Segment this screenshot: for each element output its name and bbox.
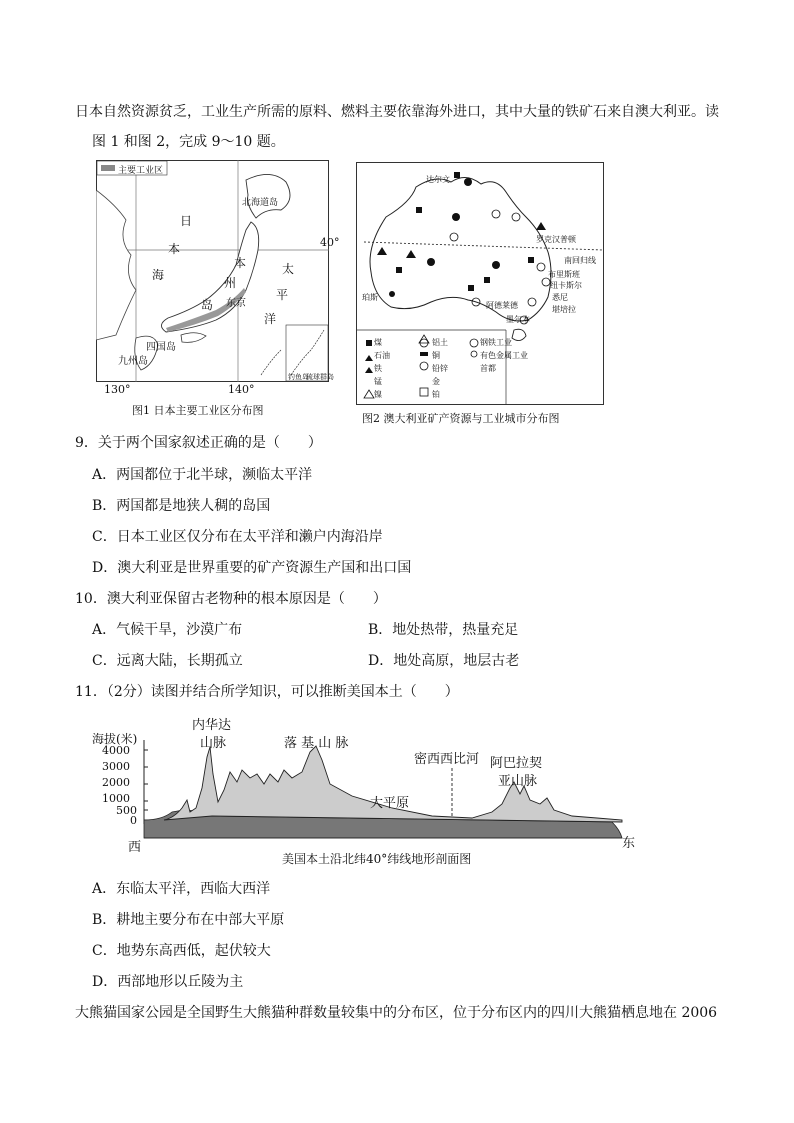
legend-iron: 铁 — [374, 364, 382, 373]
label-honshu-1: 本 — [234, 256, 247, 270]
q11-option-d[interactable]: D．西部地形以丘陵为主 — [92, 974, 244, 990]
legend-gold: 金 — [432, 377, 440, 386]
legend-platinum: 铂 — [432, 390, 440, 399]
label-lat-40: 40° — [320, 236, 340, 249]
label-honshu-2: 州 — [224, 276, 237, 290]
ytick-2000: 2000 — [102, 776, 130, 789]
legend-nonferrous: 有色金属工业 — [480, 351, 528, 360]
city-perth: 珀斯 — [362, 293, 378, 302]
ytick-500: 500 — [116, 804, 137, 817]
label-tai: 太 — [282, 262, 295, 276]
label-lon-130: 130° — [104, 383, 131, 396]
legend-oil: 石油 — [374, 351, 390, 360]
tropic-label: 南回归线 — [564, 256, 596, 265]
legend-capital: 首都 — [480, 364, 496, 373]
city-canberra: 堪培拉 — [552, 305, 576, 314]
label-west: 西 — [128, 840, 142, 855]
fig1-caption: 图1 日本主要工业区分布图 — [132, 404, 264, 417]
label-ben: 本 — [168, 242, 181, 256]
q9-option-a[interactable]: A．两国都位于北半球，濒临太平洋 — [92, 467, 313, 483]
label-appalachian-1: 阿巴拉契 — [490, 756, 543, 771]
q10-option-d[interactable]: D．地处高原，地层古老 — [368, 653, 520, 669]
ytick-0: 0 — [130, 814, 137, 827]
label-hai: 海 — [152, 268, 165, 282]
label-inset-2: 琉球群岛 — [306, 373, 334, 381]
q11-option-b[interactable]: B．耕地主要分布在中部大平原 — [92, 912, 285, 928]
q10-option-c[interactable]: C．远离大陆，长期孤立 — [92, 653, 243, 669]
city-adelaide: 阿德莱德 — [486, 301, 518, 310]
label-mississippi: 密西西比河 — [414, 752, 480, 767]
city-darwin: 达尔文 — [426, 175, 450, 184]
label-great-plains: 大平原 — [370, 796, 410, 811]
q9-option-d[interactable]: D．澳大利亚是世界重要的矿产资源生产国和出口国 — [92, 560, 412, 576]
q10-stem: 10．澳大利亚保留古老物种的根本原因是（ ） — [75, 591, 387, 607]
intro-line-1: 日本自然资源贫乏，工业生产所需的原料、燃料主要依靠海外进口，其中大量的铁矿石来自澳大利亚。读 — [75, 104, 719, 120]
panda-passage: 大熊猫国家公园是全国野生大熊猫种群数量较集中的分布区，位于分布区内的四川大熊猫栖息地在 2006 — [75, 1005, 718, 1021]
label-kyushu: 九州岛 — [118, 356, 148, 367]
legend-leadzinc: 铅锌 — [432, 364, 448, 373]
label-appalachian-2: 亚山脉 — [498, 774, 538, 789]
q9-option-c[interactable]: C．日本工业区仅分布在太平洋和濑户内海沿岸 — [92, 529, 383, 545]
q9-stem: 9．关于两个国家叙述正确的是（ ） — [75, 435, 322, 451]
label-nevada-2: 山脉 — [200, 736, 227, 751]
label-yang: 洋 — [264, 312, 277, 326]
label-rocky: 落 基 山 脉 — [284, 736, 349, 751]
q9-option-b[interactable]: B．两国都是地狭人稠的岛国 — [92, 498, 271, 514]
legend-industrial-zone: 主要工业区 — [118, 166, 164, 176]
legend-manganese: 锰 — [374, 377, 382, 386]
city-sydney: 悉尼 — [552, 293, 568, 302]
label-nevada-1: 内华达 — [192, 718, 232, 733]
australia-map — [356, 162, 604, 405]
q11-stem: 11．（2分）读图并结合所学知识，可以推断美国本土（ ） — [75, 684, 459, 700]
city-melbourne: 墨尔本 — [506, 315, 530, 324]
q10-option-b[interactable]: B．地处热带，热量充足 — [368, 622, 519, 638]
fig2-caption: 图2 澳大利亚矿产资源与工业城市分布图 — [362, 412, 560, 425]
legend-steel: 钢铁工业 — [480, 338, 512, 347]
legend-bauxite: 铝土 — [432, 338, 448, 347]
terrain-profile — [92, 712, 636, 870]
q11-option-c[interactable]: C．地势东高西低，起伏较大 — [92, 943, 271, 959]
label-shikoku: 四国岛 — [146, 342, 176, 353]
legend-copper: 铜 — [432, 351, 440, 360]
ytick-1000: 1000 — [102, 792, 130, 805]
city-brisbane: 布里斯班 — [548, 270, 580, 279]
intro-line-2: 图 1 和图 2，完成 9～10 题。 — [92, 134, 285, 150]
label-tokyo: 东京 — [226, 298, 246, 309]
label-honshu-3: 岛 — [201, 298, 214, 312]
profile-ylabel: 海拔(米) — [92, 732, 138, 746]
city-rockhampton: 罗克汉普顿 — [536, 235, 576, 244]
ytick-4000: 4000 — [102, 744, 130, 757]
label-ping: 平 — [276, 288, 289, 302]
label-inset-1: 钓鱼岛 — [288, 373, 309, 381]
legend-nickel: 镍 — [374, 390, 382, 399]
profile-caption: 美国本土沿北纬40°纬线地形剖面图 — [282, 852, 472, 866]
label-hokkaido: 北海道岛 — [242, 198, 279, 208]
q11-option-a[interactable]: A．东临太平洋，西临大西洋 — [92, 881, 271, 897]
label-ri: 日 — [180, 214, 193, 228]
label-lon-140: 140° — [228, 383, 255, 396]
city-newcastle: 纽卡斯尔 — [550, 281, 582, 290]
legend-coal: 煤 — [374, 338, 382, 347]
ytick-3000: 3000 — [102, 760, 130, 773]
label-east: 东 — [622, 836, 636, 851]
q10-option-a[interactable]: A．气候干旱，沙漠广布 — [92, 622, 243, 638]
